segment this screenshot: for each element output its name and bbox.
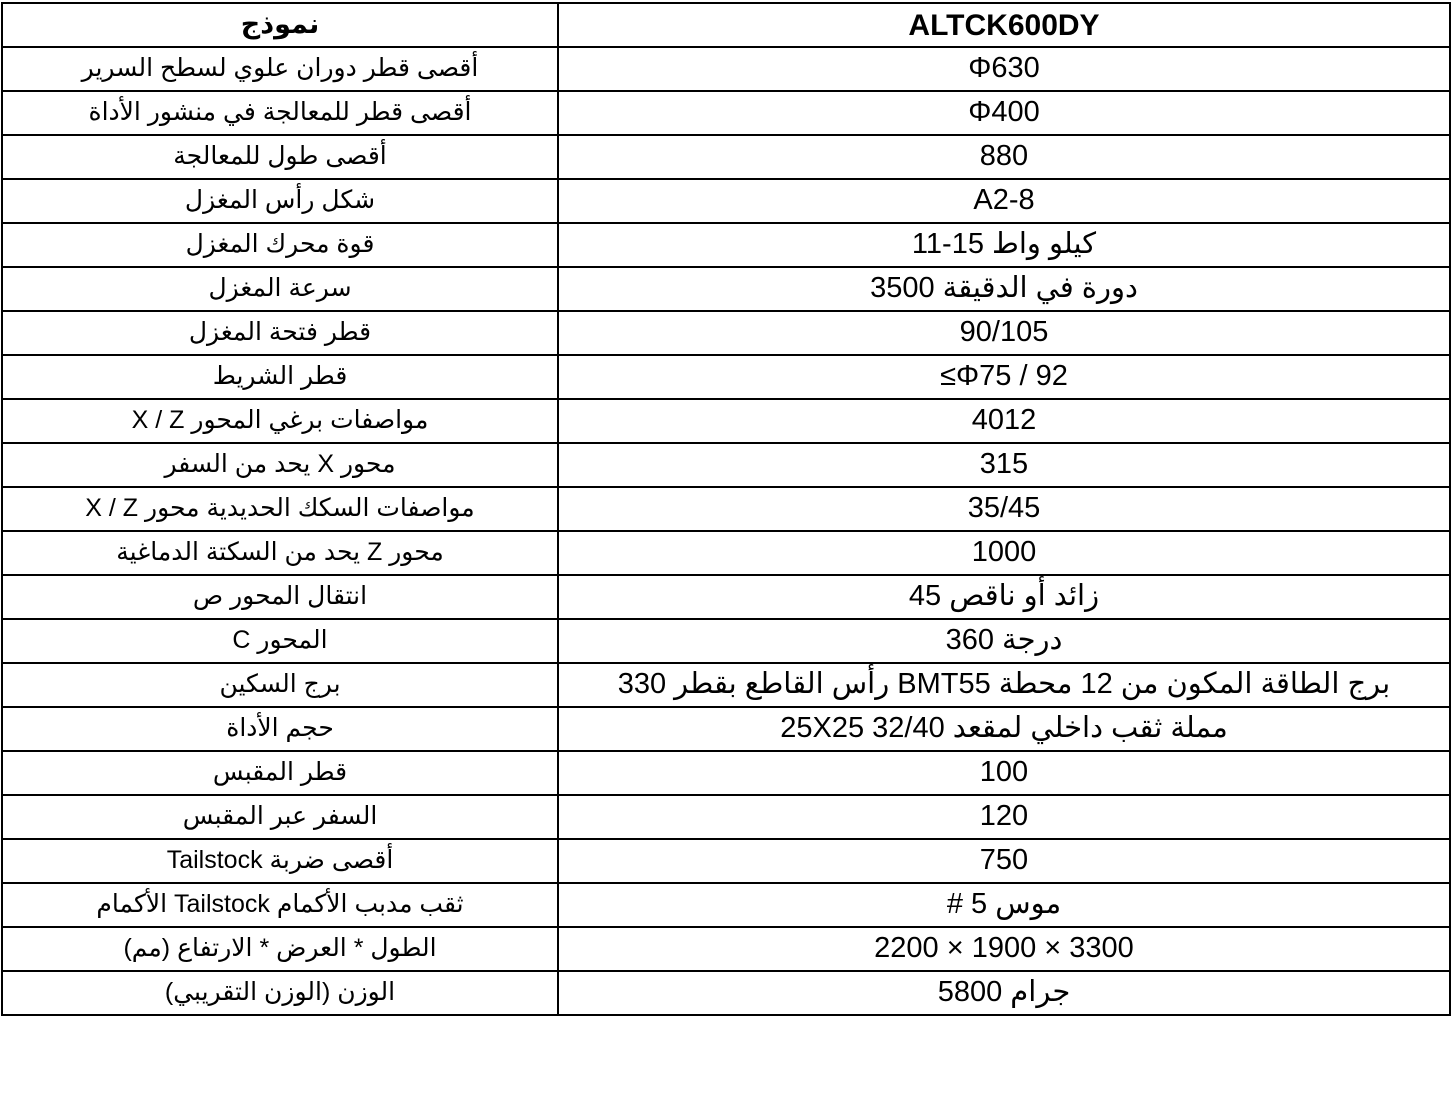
- spec-value-cell: 2200 × 1900 × 3300: [558, 927, 1450, 971]
- spec-value-cell: 90/105: [558, 311, 1450, 355]
- spec-label-cell: أقصى طول للمعالجة: [2, 135, 558, 179]
- spec-row: [2, 487, 1450, 531]
- spec-value-cell: 100: [558, 751, 1450, 795]
- spec-row: [2, 883, 1450, 927]
- spec-label-cell: ثقب مدبب الأكمام Tailstock الأكمام: [2, 883, 558, 927]
- spec-table: [1, 2, 1451, 1016]
- spec-value-cell: زائد أو ناقص 45: [558, 575, 1450, 619]
- spec-row: [2, 619, 1450, 663]
- spec-label-cell: مواصفات السكك الحديدية محور X / Z: [2, 487, 558, 531]
- spec-label-cell: قوة محرك المغزل: [2, 223, 558, 267]
- spec-label-cell: أقصى قطر دوران علوي لسطح السرير: [2, 47, 558, 91]
- spec-value-cell: 750: [558, 839, 1450, 883]
- spec-value-cell: 880: [558, 135, 1450, 179]
- spec-value-cell: 315: [558, 443, 1450, 487]
- header-value-cell: ALTCK600DY: [558, 3, 1450, 47]
- spec-value-cell: 35/45: [558, 487, 1450, 531]
- spec-label-cell: محور Z يحد من السكتة الدماغية: [2, 531, 558, 575]
- spec-row: [2, 971, 1450, 1015]
- spec-row: [2, 443, 1450, 487]
- spec-row: [2, 47, 1450, 91]
- spec-row: [2, 179, 1450, 223]
- spec-label-cell: المحور C: [2, 619, 558, 663]
- spec-value-cell: Φ630: [558, 47, 1450, 91]
- spec-label-cell: أقصى ضربة Tailstock: [2, 839, 558, 883]
- spec-label-cell: حجم الأداة: [2, 707, 558, 751]
- spec-value-cell: 1000: [558, 531, 1450, 575]
- spec-label-cell: برج السكين: [2, 663, 558, 707]
- spec-label-cell: أقصى قطر للمعالجة في منشور الأداة: [2, 91, 558, 135]
- spec-row: [2, 223, 1450, 267]
- spec-row: [2, 663, 1450, 707]
- spec-row: [2, 91, 1450, 135]
- spec-row: [2, 267, 1450, 311]
- spec-value-cell: موس 5 #: [558, 883, 1450, 927]
- spec-table-body: [2, 3, 1450, 1015]
- spec-row: [2, 927, 1450, 971]
- spec-row: [2, 795, 1450, 839]
- spec-value-cell: 4012: [558, 399, 1450, 443]
- spec-label-cell: قطر الشريط: [2, 355, 558, 399]
- spec-row: [2, 575, 1450, 619]
- spec-row: [2, 355, 1450, 399]
- spec-label-cell: قطر فتحة المغزل: [2, 311, 558, 355]
- header-label-cell: نموذج: [2, 3, 558, 47]
- spec-label-cell: شكل رأس المغزل: [2, 179, 558, 223]
- spec-row: [2, 751, 1450, 795]
- spec-label-cell: مواصفات برغي المحور X / Z: [2, 399, 558, 443]
- spec-value-cell: كيلو واط 15-11: [558, 223, 1450, 267]
- spec-value-cell: جرام 5800: [558, 971, 1450, 1015]
- spec-row: [2, 311, 1450, 355]
- spec-label-cell: سرعة المغزل: [2, 267, 558, 311]
- spec-value-cell: ≤Φ75 / 92: [558, 355, 1450, 399]
- spec-value-cell: مملة ثقب داخلي لمقعد 32/40 25X25: [558, 707, 1450, 751]
- spec-label-cell: السفر عبر المقبس: [2, 795, 558, 839]
- spec-row: [2, 707, 1450, 751]
- spec-label-cell: محور X يحد من السفر: [2, 443, 558, 487]
- header-row: [2, 3, 1450, 47]
- spec-value-cell: 120: [558, 795, 1450, 839]
- spec-value-cell: دورة في الدقيقة 3500: [558, 267, 1450, 311]
- spec-value-cell: Φ400: [558, 91, 1450, 135]
- spec-label-cell: الطول * العرض * الارتفاع (مم): [2, 927, 558, 971]
- spec-label-cell: قطر المقبس: [2, 751, 558, 795]
- spec-row: [2, 135, 1450, 179]
- spec-row: [2, 531, 1450, 575]
- spec-value-cell: برج الطاقة المكون من 12 محطة BMT55 رأس القاطع بقطر 330: [558, 663, 1450, 707]
- spec-row: [2, 399, 1450, 443]
- spec-label-cell: انتقال المحور ص: [2, 575, 558, 619]
- spec-value-cell: درجة 360: [558, 619, 1450, 663]
- spec-row: [2, 839, 1450, 883]
- spec-label-cell: الوزن (الوزن التقريبي): [2, 971, 558, 1015]
- spec-value-cell: A2-8: [558, 179, 1450, 223]
